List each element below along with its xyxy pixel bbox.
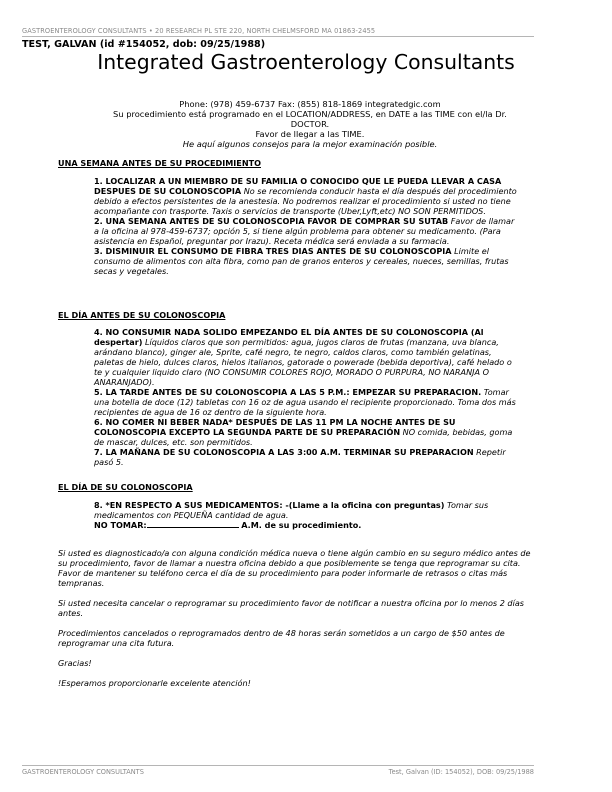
arrival-line: Favor de llegar a las TIME. (255, 129, 365, 139)
footer-patient-id: Test, Galvan (ID: 154052), DOB: 09/25/1988 (388, 768, 534, 776)
instruction-item (94, 327, 518, 387)
instruction-item (94, 417, 518, 447)
instruction-bold: 3. DISMINUIR EL CONSUMO DE FIBRA TRES DIAS ANTES DE SU COLONOSCOPIA (94, 246, 452, 256)
instruction-bold: 1. LOCALIZAR A UN MIEMBRO DE SU FAMILIA O CONOCIDO QUE LE PUEDA LLEVAR A CASA DESPUES DE SU COLONOSCOPIA (94, 176, 502, 196)
instruction-italic: No se recomienda conducir hasta el día después del procedimiento debido a efectos persistentes de la anestesia. No podremos realizar el procedimiento si usted no tiene acompañante con trasporte. Taxis o servicios de transporte (Uber,Lyft,etc) NO SON PERMITIDOS. (94, 186, 517, 216)
instruction-item (94, 216, 518, 246)
patient-identifier: TEST, GALVAN (id #154052, dob: 09/25/1988) (22, 39, 266, 50)
note-paragraph: Procedimientos cancelados o reprogramados dentro de 48 horas serán sometidos a un cargo de $50 antes de reprogramar una cita futura. (58, 628, 505, 648)
instruction-item (94, 176, 518, 216)
instruction-italic: Tomar sus medicamentos con PEQUEÑA cantidad de agua. (94, 500, 489, 520)
page-footer (22, 765, 534, 776)
instruction-bold: 4. NO CONSUMIR NADA SOLIDO EMPEZANDO EL DÍA ANTES DE SU COLONOSCOPIA (Al despertar) (94, 327, 484, 347)
section-items-week-before (94, 176, 518, 276)
no-tomar-label: NO TOMAR: (94, 520, 147, 530)
instruction-italic: Favor de llamar a la oficina al 978-459-6737; opción 5, si tiene algún problema para obtener su medicamento. (Para asistencia en Español, preguntar por Irazu). Receta médica será enviada a su farmacia. (94, 216, 515, 246)
section-items-day-of (94, 500, 518, 530)
section-heading-day-of: EL DÍA DE SU COLONOSCOPIA (58, 482, 193, 492)
no-tomar-line (94, 520, 518, 530)
practice-address-header: GASTROENTEROLOGY CONSULTANTS • 20 RESEARCH PL STE 220, NORTH CHELMSFORD MA 01863-2455 (22, 27, 534, 37)
note-paragraph: !Esperamos proporcionarle excelente atención! (58, 678, 251, 688)
instruction-item (94, 246, 518, 276)
procedure-line: Su procedimiento está programado en el LOCATION/ADDRESS, en DATE a las TIME con el/la Dr. (113, 109, 507, 119)
additional-notes (58, 548, 536, 698)
instruction-italic: Líquidos claros que son permitidos: agua, jugos claros de frutas (manzana, uva blanca, arándano blanco), ginger ale, Sprite, café negro, te negro, caldos claros, como también gelatinas, paletas de hielo, dulces claros, hielos italianos, gatorade o powerade (bebida deportiva), café helado o te y cualquier liquido claro (NO CONSUMIR COLORES ROJO, MORADO O PURPURA, NO NARANJA O ANARANJADO). (94, 337, 512, 387)
instruction-italic: Limite el consumo de alimentos con alta fibra, como pan de granos enteros y cereales, nueces, semillas, frutas secas y vegetales. (94, 246, 509, 276)
tips-line: He aquí algunos consejos para la mejor examinación posible. (182, 139, 438, 149)
instruction-bold: 2. UNA SEMANA ANTES DE SU COLONOSCOPIA FAVOR DE COMPRAR SU SUTAB (94, 216, 449, 226)
phone-line: Phone: (978) 459-6737 Fax: (855) 818-1869 integratedgic.com (179, 99, 441, 109)
instruction-item (94, 500, 518, 520)
section-items-day-before (94, 327, 518, 467)
procedure-line-doctor: DOCTOR. (290, 119, 330, 129)
instruction-item (94, 387, 518, 417)
no-tomar-suffix: A.M. de su procedimiento. (241, 520, 362, 530)
instruction-bold: 8. *EN RESPECTO A SUS MEDICAMENTOS: -(Llame a la oficina con preguntas) (94, 500, 445, 510)
instruction-italic: Tomar una botella de doce (12) tabletas con 16 oz de agua usando el recipiente proporcionado. Toma dos más recipientes de agua de 16 oz dentro de la siguiente hora. (94, 387, 516, 417)
footer-practice-name: GASTROENTEROLOGY CONSULTANTS (22, 768, 144, 776)
note-paragraph: Si usted es diagnosticado/a con alguna condición médica nueva o tiene algún cambio en su seguro médico antes de su procedimiento, favor de llamar a nuestra oficina debido a que posiblemente se tenga que reprogramar su cita. Favor de mantener su teléfono cerca el día de su procedimiento para poder informarle de retrasos o citas más tempranas. (58, 548, 531, 588)
instruction-bold: 6. NO COMER NI BEBER NADA* DESPUÉS DE LAS 11 PM LA NOCHE ANTES DE SU COLONOSCOPIA EXCEPTO LA SEGUNDA PARTE DE SU PREPARACIÓN (94, 417, 456, 437)
section-heading-week-before: UNA SEMANA ANTES DE SU PROCEDIMIENTO (58, 158, 261, 168)
instruction-item (94, 447, 518, 467)
note-paragraph: Gracias! (58, 658, 92, 668)
no-tomar-blank-field (147, 521, 239, 528)
instruction-bold: 7. LA MAÑANA DE SU COLONOSCOPIA A LAS 3:00 A.M. TERMINAR SU PREPARACION (94, 447, 474, 457)
section-heading-day-before: EL DÍA ANTES DE SU COLONOSCOPIA (58, 310, 226, 320)
contact-block (60, 99, 560, 149)
instruction-italic: NO comida, bebidas, goma de mascar, dulces, etc. son permitidos. (94, 427, 513, 447)
instruction-bold: 5. LA TARDE ANTES DE SU COLONOSCOPIA A LAS 5 P.M.: EMPEZAR SU PREPARACION. (94, 387, 482, 397)
clinic-title: Integrated Gastroenterology Consultants (97, 50, 515, 74)
instruction-italic: Repetir pasó 5. (94, 447, 506, 467)
note-paragraph: Si usted necesita cancelar o reprogramar su procedimiento favor de notificar a nuestra oficina por lo menos 2 días antes. (58, 598, 524, 618)
